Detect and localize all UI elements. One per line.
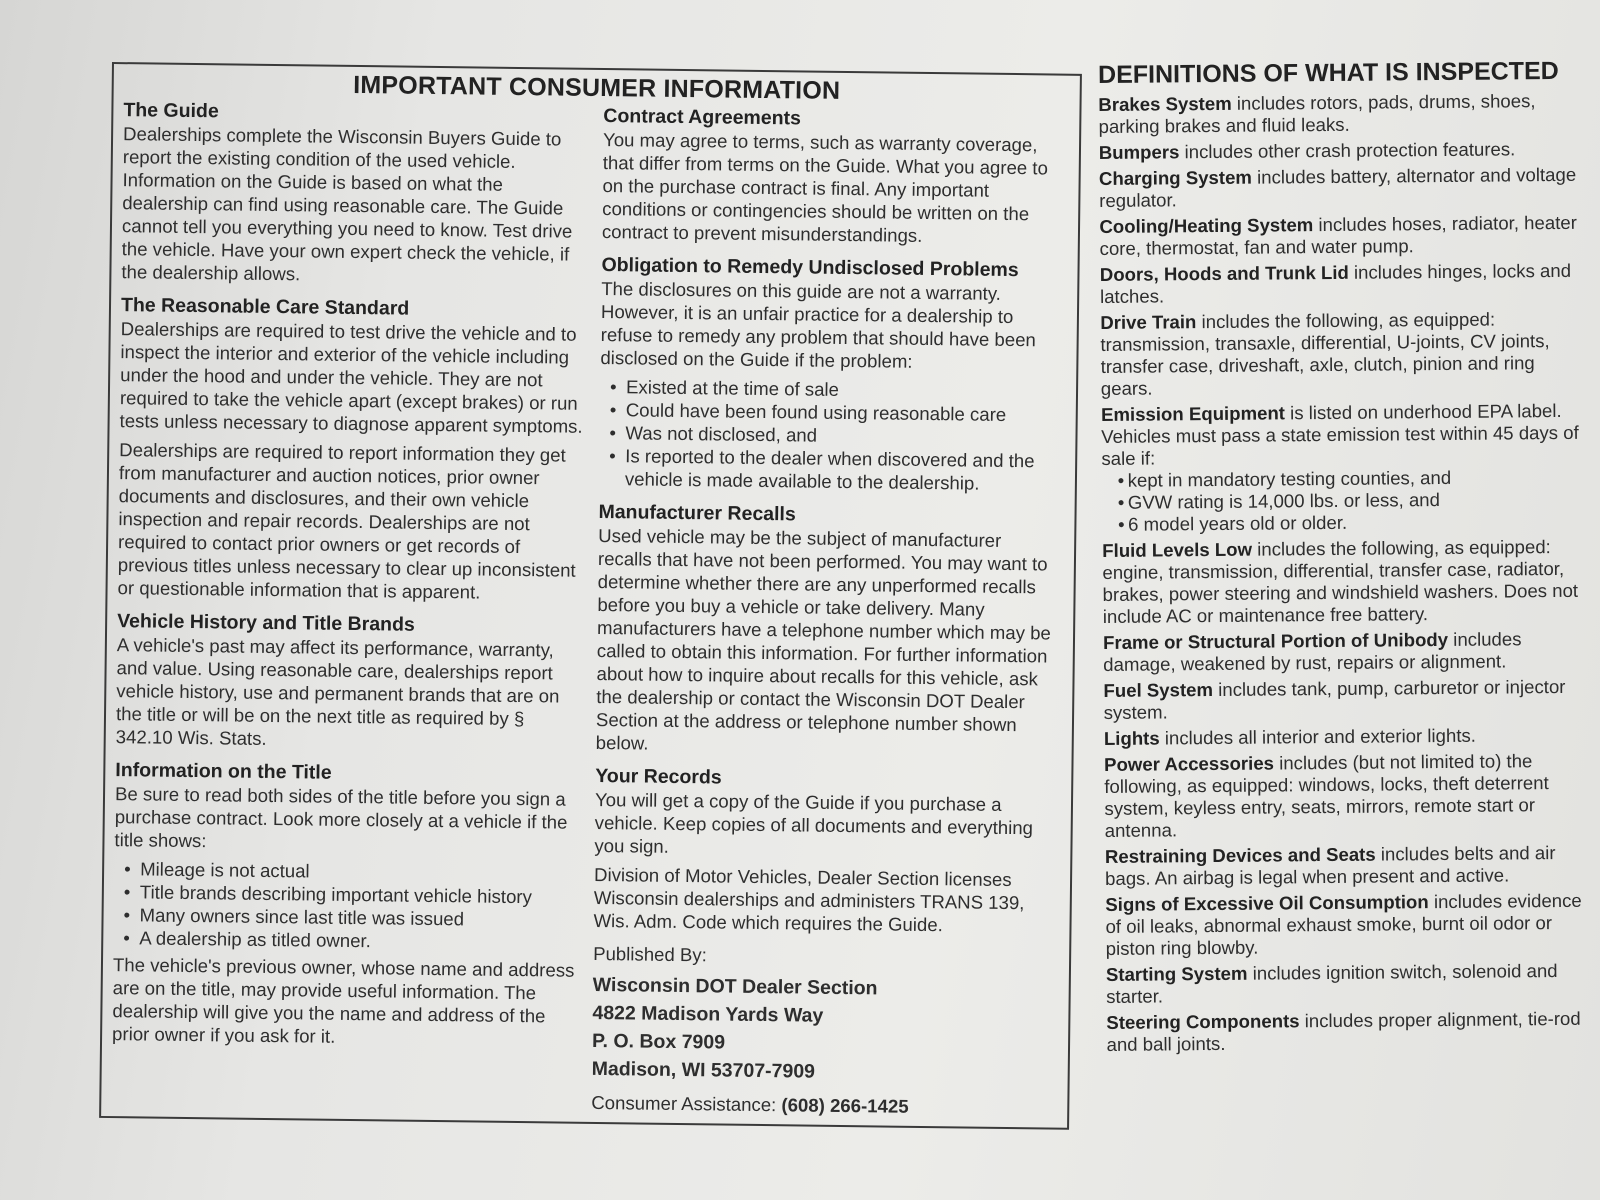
section-vehicle-history [116,609,583,754]
definition-item [1103,628,1583,676]
definition-item [1103,676,1583,724]
definition-term: Drive Train [1100,311,1197,333]
section-heading: The Guide [123,99,219,123]
assistance-phone: (608) 266-1425 [781,1094,909,1117]
definition-desc: includes proper alignment, tie-rod and ball joints. [1106,1007,1581,1055]
published-label: Published By: [593,942,707,966]
definition-term: Power Accessories [1104,752,1275,775]
list-item: • GVW rating is 14,000 lbs. or less, and [1116,488,1582,514]
section-heading: Vehicle History and Title Brands [117,610,415,636]
definition-desc: includes belts and air bags. An airbag is legal when present and active. [1105,842,1556,889]
definition-term: Fuel System [1103,679,1214,701]
section-heading: Information on the Title [115,759,332,784]
definition-term: Brakes System [1098,92,1232,115]
definition-desc: includes tank, pump, carburetor or injector system. [1103,675,1566,723]
section-obligation [599,253,1062,496]
list-item: • Could have been found using reasonable care [608,398,1060,427]
consumer-information-box [99,62,1082,1130]
middle-column [591,104,1063,1130]
definition-item [1100,308,1581,400]
definition-term: Bumpers [1098,141,1180,163]
definition-desc: includes the following, as equipped: transmission, transaxle, differential, U-joints, CV joints, transfer case, driveshaft, axle, clutch, pinion and ring gears. [1100,308,1550,399]
definition-term: Emission Equipment [1100,402,1286,425]
obligation-bullet-list [599,375,1060,496]
definition-term: Signs of Excessive Oil Consumption [1105,891,1429,915]
definition-desc: includes ignition switch, solenoid and starter. [1106,960,1558,1007]
definition-desc: includes all interior and exterior lights. [1164,724,1477,749]
definition-item [1099,164,1579,212]
section-text: Dealerships complete the Wisconsin Buyers Guide to report the existing condition of the used vehicle. Information on the Guide is based on what the dealership can find using reasonable care. The Guide cannot tell you everything you need to know. Test drive the vehicle. Have your own expert check the vehicle, if the dealership allows. [121,123,573,285]
definition-item [1105,890,1586,960]
section-heading: Manufacturer Recalls [598,500,796,526]
definition-desc: includes evidence of oil leaks, abnormal exhaust smoke, burnt oil odor or piston ring blowby. [1105,889,1582,959]
definition-item [1099,138,1579,164]
publisher-street: 4822 Madison Yards Way [592,1001,824,1027]
definition-item [1104,724,1584,750]
definition-item [1105,842,1585,890]
definition-desc: includes (but not limited to) the following, as equipped: windows, locks, theft deterrent system, keyless entry, seats, mirrors, remote start or antenna. [1104,750,1549,841]
definition-desc: includes battery, alternator and voltage regulator. [1099,163,1577,211]
section-text: The vehicle's previous owner, whose name and address are on the title, may provide useful information. The dealership will give you the name and address of the prior owner if you ask for it. [112,954,575,1047]
section-title-information [112,758,580,1051]
section-text: Used vehicle may be the subject of manufacturer recalls that have not been performed. You may want to determine whether there are any unperformed recalls before you buy a vehicle or take delivery. Many manufacturers have a telephone number which may be called to obtain this information. For further information about how to inquire about recalls for this vehicle, ask the dealership or contact the Wisconsin DOT Dealer Section at the address or telephone number shown below. [595,524,1051,754]
definition-item [1106,1008,1586,1056]
list-item: • Many owners since last title was issued [121,903,578,932]
definition-desc: includes damage, weakened by rust, repairs or alignment. [1103,628,1522,675]
section-text: A vehicle's past may affect its performance, warranty, and value. Using reasonable care, dealerships report vehicle history, use and permanent brands that are on the title or will be on the next title as required by § 342.10 Wis. Stats. [115,634,560,749]
section-published-by [591,942,1053,1120]
definition-item [1101,400,1582,536]
list-item: • kept in mandatory testing counties, and [1116,466,1582,492]
list-item: • Was not disclosed, and [607,421,1059,450]
definition-desc: includes other crash protection features. [1184,138,1516,163]
definitions-column [1097,56,1587,1060]
section-text: You may agree to terms, such as warranty coverage, that differ from terms on the Guide. What you agree to on the purchase contract is final. Any important conditions or contingencies should be written on the contract to prevent misunderstandings. [601,129,1049,246]
definitions-title: DEFINITIONS OF WHAT IS INSPECTED [1097,56,1559,89]
publisher-org: Wisconsin DOT Dealer Section [592,973,878,1000]
section-text: Dealerships are required to report information they get from manufacturer and auction notices, prior owner documents and disclosures, and their own vehicle inspection and repair records. Dealerships are not required to contact prior owners or get records of previous titles unless necessary to clear up inconsistent or questionable information that is apparent. [117,439,576,603]
section-text: You will get a copy of the Guide if you purchase a vehicle. Keep copies of all documents and everything you sign. [594,788,1034,857]
definition-item [1100,260,1580,308]
list-item: • Title brands describing important vehicle history [122,880,579,909]
section-contract-agreements [602,104,1064,249]
definition-item [1098,90,1578,138]
section-text: The disclosures on this guide are not a warranty. However, it is an unfair practice for a dealership to refuse to remedy any problem that should have been disclosed on the Guide if the problem: [600,277,1036,372]
list-item: • 6 model years old or older. [1116,510,1582,536]
definition-term: Doors, Hoods and Trunk Lid [1099,261,1349,285]
definition-term: Starting System [1105,962,1248,985]
section-your-records [593,764,1055,938]
assistance-label: Consumer Assistance: [591,1091,777,1116]
left-column [112,98,589,1061]
definition-term: Cooling/Heating System [1099,214,1314,237]
definition-term: Lights [1103,727,1160,749]
definition-term: Steering Components [1106,1010,1300,1033]
definition-desc: includes hoses, radiator, heater core, thermostat, fan and water pump. [1099,211,1577,259]
section-heading: Your Records [595,764,722,789]
consumer-assistance [591,1091,1051,1120]
section-text: Dealerships are required to test drive the vehicle and to inspect the interior and exterior of the vehicle including under the hood and under the vehicle. They are not required to take the vehicle apart (except brakes) or run tests unless necessary to diagnose apparent symptoms. [119,318,583,437]
box-title: IMPORTANT CONSUMER INFORMATION [353,70,841,105]
definition-desc: includes rotors, pads, drums, shoes, parking brakes and fluid leaks. [1098,90,1536,137]
section-manufacturer-recalls [596,500,1059,760]
section-text: Be sure to read both sides of the title before you sign a purchase contract. Look more closely at a vehicle if the title shows: [114,783,568,852]
list-item: • Existed at the time of sale [608,375,1060,404]
definition-desc: includes the following, as equipped: engine, transmission, differential, transfer case, radiator, brakes, power steering and windshield washers. Does not include AC or maintenance free battery. [1102,536,1579,627]
definition-term: Restraining Devices and Seats [1104,843,1376,867]
section-heading: Contract Agreements [603,105,802,130]
section-heading: Obligation to Remedy Undisclosed Problems [601,253,1019,282]
definition-term: Charging System [1098,166,1253,189]
definition-item [1099,212,1579,260]
list-item: • Mileage is not actual [122,857,579,886]
definition-term: Fluid Levels Low [1102,538,1253,561]
section-text: Division of Motor Vehicles, Dealer Section licenses Wisconsin dealerships and administers TRANS 139, Wis. Adm. Code which requires the Guide. [593,863,1025,936]
definition-desc: is listed on underhood EPA label. Vehicles must pass a state emission test within 45 days of sale if: [1101,399,1579,469]
publisher-city: Madison, WI 53707-7909 [591,1057,816,1083]
emission-bullet-list [1102,466,1583,536]
section-reasonable-care [117,293,586,605]
definition-term: Frame or Structural Portion of Unibody [1102,628,1449,653]
section-the-guide [121,98,588,289]
section-heading: The Reasonable Care Standard [120,294,410,320]
list-item: • A dealership as titled owner. [121,926,578,955]
definition-item [1102,536,1583,628]
definition-item [1106,960,1586,1008]
publisher-po-box: P. O. Box 7909 [591,1029,726,1054]
list-item: • Is reported to the dealer when discovered and the vehicle is made available to the dealership. [607,444,1060,496]
definition-item [1104,750,1585,842]
title-bullet-list [113,857,579,955]
definition-desc: includes hinges, locks and latches. [1099,259,1572,307]
